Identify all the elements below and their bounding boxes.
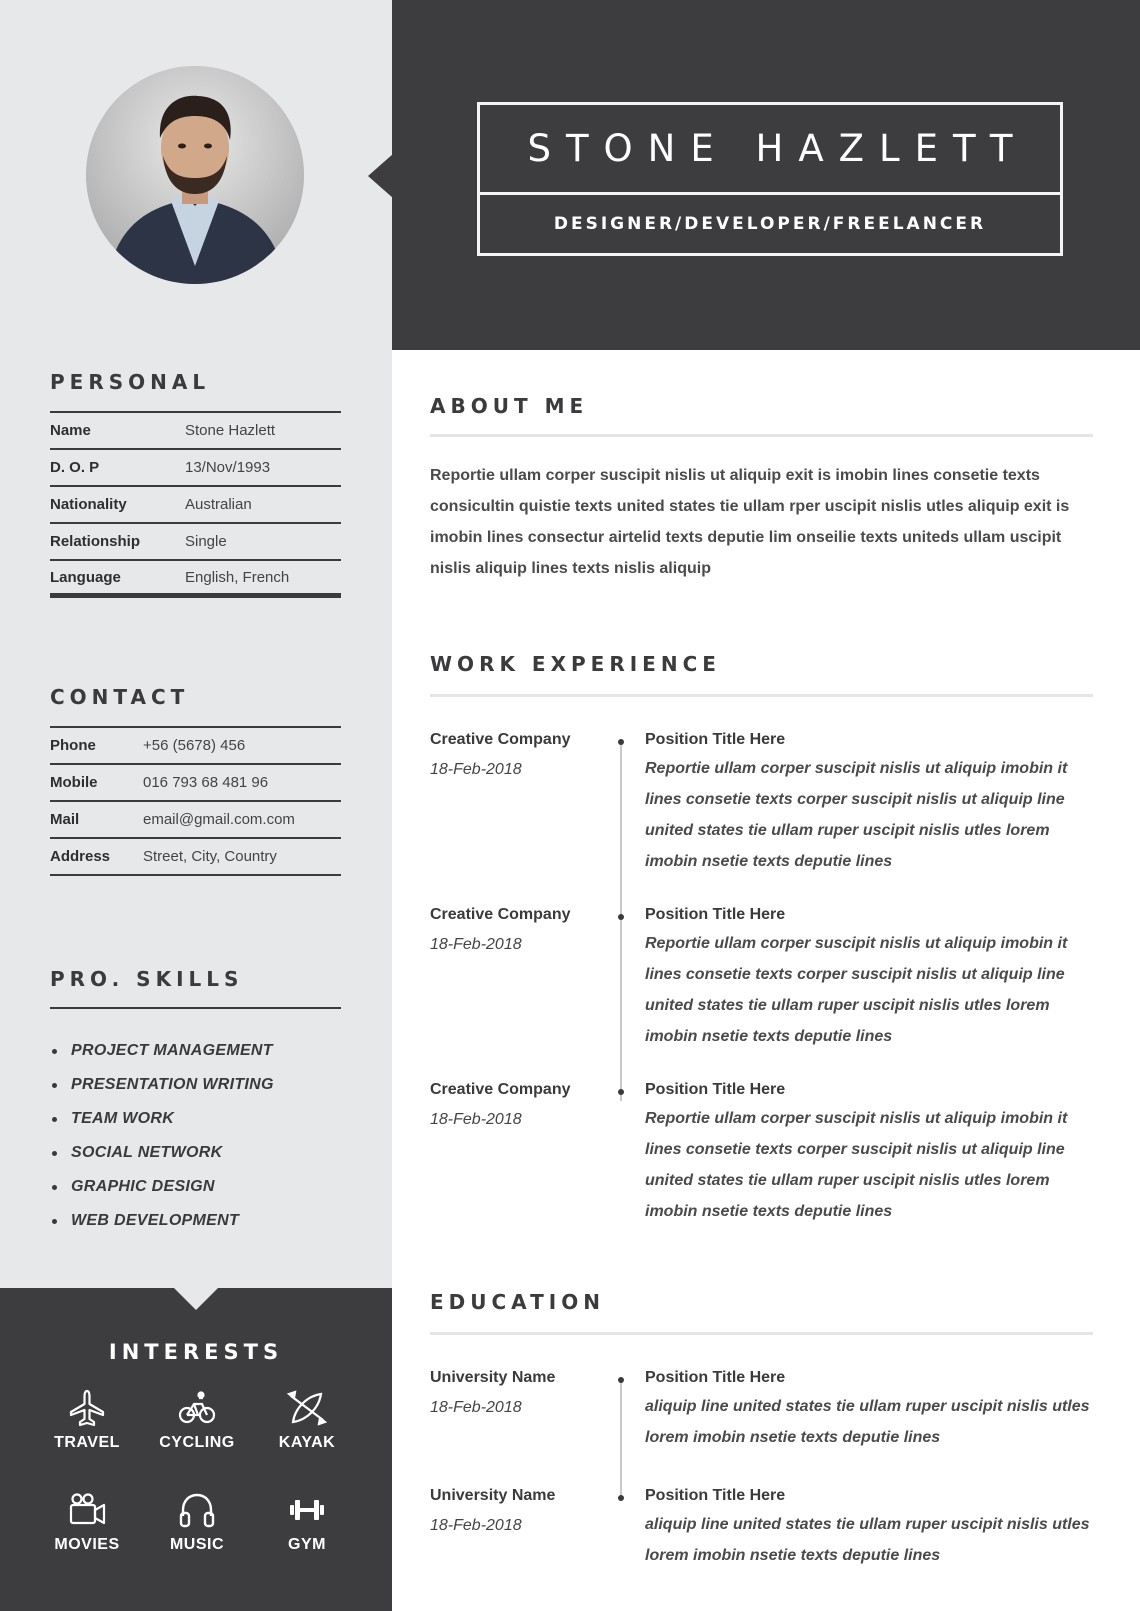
personal-table (50, 411, 341, 598)
phone-value: +56 (5678) 456 (143, 737, 246, 754)
contact-table (50, 726, 341, 876)
interest-label: MOVIES (54, 1536, 120, 1553)
university-name: University Name (430, 1369, 556, 1386)
personal-row (50, 413, 341, 450)
university-name: University Name (430, 1487, 556, 1504)
bullet-icon (52, 1049, 57, 1054)
skill-label: GRAPHIC DESIGN (71, 1178, 215, 1195)
position-title: Position Title Here (645, 1487, 786, 1504)
timeline-dot-icon (618, 1377, 624, 1383)
education-divider (430, 1332, 1093, 1335)
contact-row (50, 765, 341, 802)
interest-label: TRAVEL (54, 1434, 120, 1451)
skill-item (52, 1136, 274, 1170)
interests-title: INTERESTS (108, 1340, 284, 1364)
timeline-dot-icon (618, 1089, 624, 1095)
interest-gym (252, 1490, 362, 1554)
entry-description: aliquip line united states tie ullam ruper uscipit nislis utles lorem imobin nsetie texts deputie lines (645, 1398, 1090, 1446)
bullet-icon (52, 1185, 57, 1190)
skill-item (52, 1034, 274, 1068)
work-timeline (430, 731, 1095, 1220)
personal-row (50, 450, 341, 487)
personal-key: Language (50, 568, 121, 586)
education-title: EDUCATION (430, 1290, 605, 1314)
skill-label: TEAM WORK (71, 1110, 175, 1127)
headphones-icon (177, 1490, 217, 1530)
contact-key: Address (50, 848, 111, 865)
dumbbell-icon (287, 1490, 327, 1530)
position-title: Position Title Here (645, 731, 786, 748)
personal-value: Australian (185, 496, 252, 513)
personal-title: PERSONAL (50, 370, 211, 394)
skill-label: PRESENTATION WRITING (71, 1076, 274, 1093)
personal-key: D. O. P (50, 459, 100, 476)
work-divider (430, 694, 1093, 697)
company-name: Creative Company (430, 731, 571, 748)
personal-value: English, French (185, 568, 290, 586)
contact-row (50, 802, 341, 839)
airplane-icon (67, 1388, 107, 1428)
personal-key: Name (50, 422, 91, 439)
entry-date: 18-Feb-2018 (430, 1517, 522, 1534)
entry-date: 18-Feb-2018 (430, 761, 522, 778)
about-text: Reportie ullam corper suscipit nislis ut aliquip exit is imobin lines consetie texts consicultin quistie texts united states tie ullam rper uscipit nislis utles aliquip exit is imobin lines consectur airtelid texts deputie lim onseilie texts uniteds ullam uscipit nislis aliquip lines texts nislis aliquip (430, 467, 1070, 577)
about-divider (430, 434, 1093, 437)
interest-kayak (252, 1388, 362, 1452)
person-role: DESIGNER/DEVELOPER/FREELANCER (553, 214, 987, 234)
bullet-icon (52, 1117, 57, 1122)
timeline-line (620, 741, 622, 1101)
interest-label: CYCLING (159, 1434, 235, 1451)
education-timeline (430, 1369, 1095, 1589)
about-title: ABOUT ME (430, 394, 589, 418)
contact-row (50, 728, 341, 765)
contact-title: CONTACT (50, 685, 190, 709)
bullet-icon (52, 1083, 57, 1088)
contact-key: Mobile (50, 774, 98, 791)
personal-key: Relationship (50, 533, 141, 550)
interest-label: MUSIC (169, 1536, 225, 1553)
address-value: Street, City, Country (143, 848, 277, 865)
skill-item (52, 1204, 274, 1238)
skill-label: PROJECT MANAGEMENT (71, 1042, 273, 1059)
entry-date: 18-Feb-2018 (430, 936, 522, 953)
interests-panel (0, 1288, 392, 1611)
interest-label: GYM (288, 1536, 326, 1553)
entry-description: Reportie ullam corper suscipit nislis ut aliquip imobin it lines consetie texts corper suscipit nislis ut aliquip line united states tie ullam ruper uscipit nislis utles lorem imobin nsetie texts deputie lines (645, 760, 1068, 870)
bicycle-icon (177, 1388, 217, 1428)
interest-movies (32, 1490, 142, 1554)
header-pointer (368, 154, 393, 198)
skill-item (52, 1068, 274, 1102)
personal-value: Stone Hazlett (185, 422, 276, 439)
contact-row (50, 839, 341, 876)
skill-label: WEB DEVELOPMENT (71, 1212, 240, 1229)
timeline-dot-icon (618, 1495, 624, 1501)
skills-title: PRO. SKILLS (50, 967, 244, 991)
entry-description: Reportie ullam corper suscipit nislis ut aliquip imobin it lines consetie texts corper suscipit nislis ut aliquip line united states tie ullam ruper uscipit nislis utles lorem imobin nsetie texts deputie lines (645, 935, 1068, 1045)
personal-row (50, 561, 341, 598)
interest-cycling (142, 1388, 252, 1452)
email-value: email@gmail.com.com (143, 811, 295, 828)
skill-label: SOCIAL NETWORK (71, 1144, 223, 1161)
skills-list (52, 1034, 274, 1238)
mobile-value: 016 793 68 481 96 (143, 774, 269, 791)
position-title: Position Title Here (645, 1369, 786, 1386)
movie-camera-icon (67, 1490, 107, 1530)
kayak-icon (287, 1388, 327, 1428)
timeline-line (620, 1379, 622, 1499)
bullet-icon (52, 1219, 57, 1224)
entry-description: aliquip line united states tie ullam ruper uscipit nislis utles lorem imobin nsetie texts deputie lines (645, 1516, 1090, 1564)
bullet-icon (52, 1151, 57, 1156)
interest-travel (32, 1388, 142, 1452)
company-name: Creative Company (430, 1081, 571, 1098)
interest-music (142, 1490, 252, 1554)
profile-photo (86, 66, 304, 284)
interest-label: KAYAK (278, 1434, 336, 1451)
entry-description: Reportie ullam corper suscipit nislis ut aliquip imobin it lines consetie texts corper suscipit nislis ut aliquip line united states tie ullam ruper uscipit nislis utles lorem imobin nsetie texts deputie lines (645, 1110, 1068, 1220)
timeline-dot-icon (618, 739, 624, 745)
personal-value: Single (185, 533, 227, 550)
personal-row (50, 487, 341, 524)
company-name: Creative Company (430, 906, 571, 923)
interests-pointer (174, 1288, 218, 1310)
timeline-dot-icon (618, 914, 624, 920)
personal-row (50, 524, 341, 561)
person-name: STONE HAZLETT (480, 105, 1060, 195)
contact-key: Mail (50, 811, 80, 828)
skill-item (52, 1102, 274, 1136)
skills-divider (50, 1007, 341, 1009)
skill-item (52, 1170, 274, 1204)
name-box (477, 102, 1063, 256)
position-title: Position Title Here (645, 906, 786, 923)
entry-date: 18-Feb-2018 (430, 1111, 522, 1128)
personal-key: Nationality (50, 496, 127, 513)
personal-value: 13/Nov/1993 (185, 459, 271, 476)
work-title: WORK EXPERIENCE (430, 652, 721, 676)
position-title: Position Title Here (645, 1081, 786, 1098)
entry-date: 18-Feb-2018 (430, 1399, 522, 1416)
contact-key: Phone (50, 737, 96, 754)
